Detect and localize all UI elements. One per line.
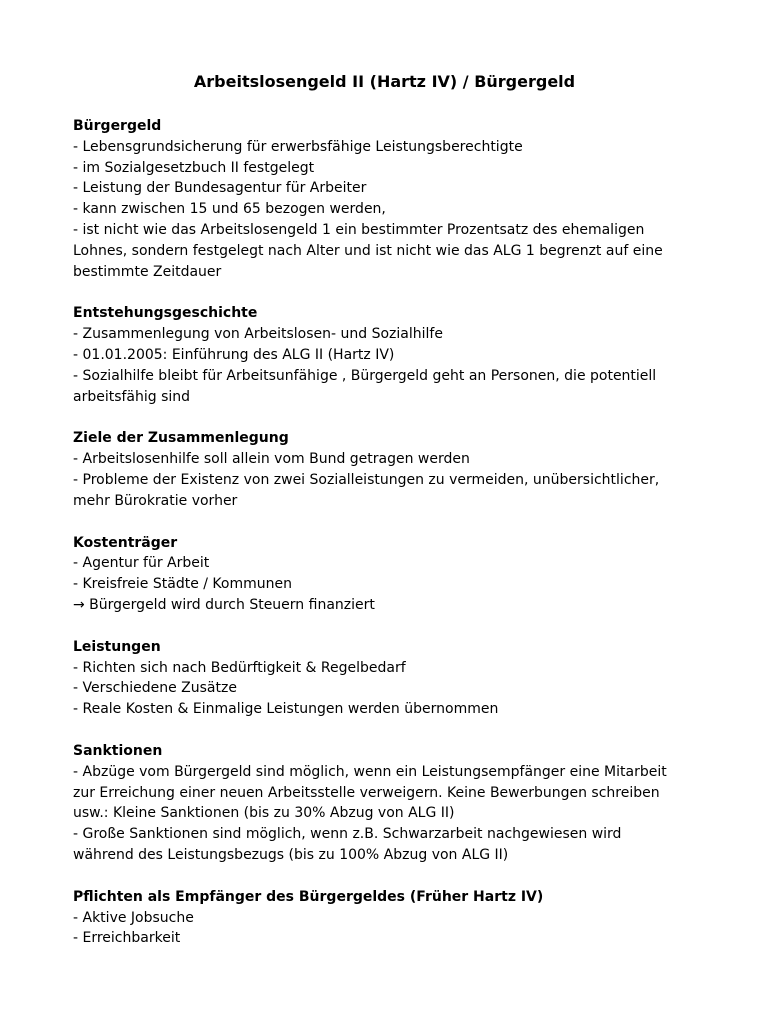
section-buergergeld — [73, 116, 688, 282]
text-line: - Erreichbarkeit — [73, 930, 181, 947]
document-title: Arbeitslosengeld II (Hartz IV) / Bürgergeld — [193, 72, 576, 91]
section-heading: Ziele der Zusammenlegung — [73, 430, 289, 447]
text-line: - Arbeitslosenhilfe soll allein vom Bund getragen werden — [73, 451, 470, 468]
section-pflichten — [73, 887, 688, 949]
text-line: Lohnes, sondern festgelegt nach Alter und ist nicht wie das ALG 1 begrenzt auf eine — [73, 242, 663, 259]
text-line: - ist nicht wie das Arbeitslosengeld 1 ein bestimmter Prozentsatz des ehemaligen — [73, 221, 645, 238]
text-line: - Abzüge vom Bürgergeld sind möglich, wenn ein Leistungsempfänger eine Mitarbeit — [73, 763, 667, 780]
text-line: - Probleme der Existenz von zwei Sozialleistungen zu vermeiden, unübersichtlicher, — [73, 471, 660, 488]
text-line: arbeitsfähig sind — [73, 388, 191, 405]
text-line: - Richten sich nach Bedürftigkeit & Regelbedarf — [73, 659, 406, 676]
text-line: - Reale Kosten & Einmalige Leistungen werden übernommen — [73, 701, 499, 718]
text-line: - Lebensgrundsicherung für erwerbsfähige Leistungsberechtigte — [73, 138, 523, 155]
section-ziele — [73, 428, 688, 511]
text-line: während des Leistungsbezugs (bis zu 100% Abzug von ALG II) — [73, 846, 509, 863]
text-line: - Zusammenlegung von Arbeitslosen- und Sozialhilfe — [73, 326, 443, 343]
text-line: - Sozialhilfe bleibt für Arbeitsunfähige , Bürgergeld geht an Personen, die potentiell — [73, 367, 657, 384]
section-kostentraeger — [73, 533, 688, 616]
section-entstehungsgeschichte — [73, 303, 688, 407]
text-line: - Kreisfreie Städte / Kommunen — [73, 576, 292, 593]
text-line: → Bürgergeld wird durch Steuern finanziert — [73, 596, 375, 613]
section-sanktionen — [73, 741, 688, 866]
text-line: - Leistung der Bundesagentur für Arbeiter — [73, 180, 367, 197]
text-line: - Agentur für Arbeit — [73, 555, 210, 572]
text-line: - Große Sanktionen sind möglich, wenn z.B. Schwarzarbeit nachgewiesen wird — [73, 826, 622, 843]
section-heading: Leistungen — [73, 638, 161, 655]
text-line: - kann zwischen 15 und 65 bezogen werden, — [73, 201, 386, 218]
text-line: - Aktive Jobsuche — [73, 909, 194, 926]
text-line: - im Sozialgesetzbuch II festgelegt — [73, 159, 315, 176]
text-line: - 01.01.2005: Einführung des ALG II (Hartz IV) — [73, 346, 395, 363]
section-heading: Pflichten als Empfänger des Bürgergeldes (Früher Hartz IV) — [73, 888, 544, 905]
section-heading: Bürgergeld — [73, 118, 162, 134]
section-heading: Kostenträger — [73, 534, 178, 551]
text-line: mehr Bürokratie vorher — [73, 492, 238, 509]
text-line: bestimmte Zeitdauer — [73, 263, 222, 280]
text-line: usw.: Kleine Sanktionen (bis zu 30% Abzug von ALG II) — [73, 805, 455, 822]
section-heading: Entstehungsgeschichte — [73, 305, 258, 322]
text-line: - Verschiedene Zusätze — [73, 680, 237, 697]
section-leistungen — [73, 637, 688, 720]
section-heading: Sanktionen — [73, 742, 163, 759]
text-line: zur Erreichung einer neuen Arbeitsstelle verweigern. Keine Bewerbungen schreiben — [73, 784, 660, 801]
